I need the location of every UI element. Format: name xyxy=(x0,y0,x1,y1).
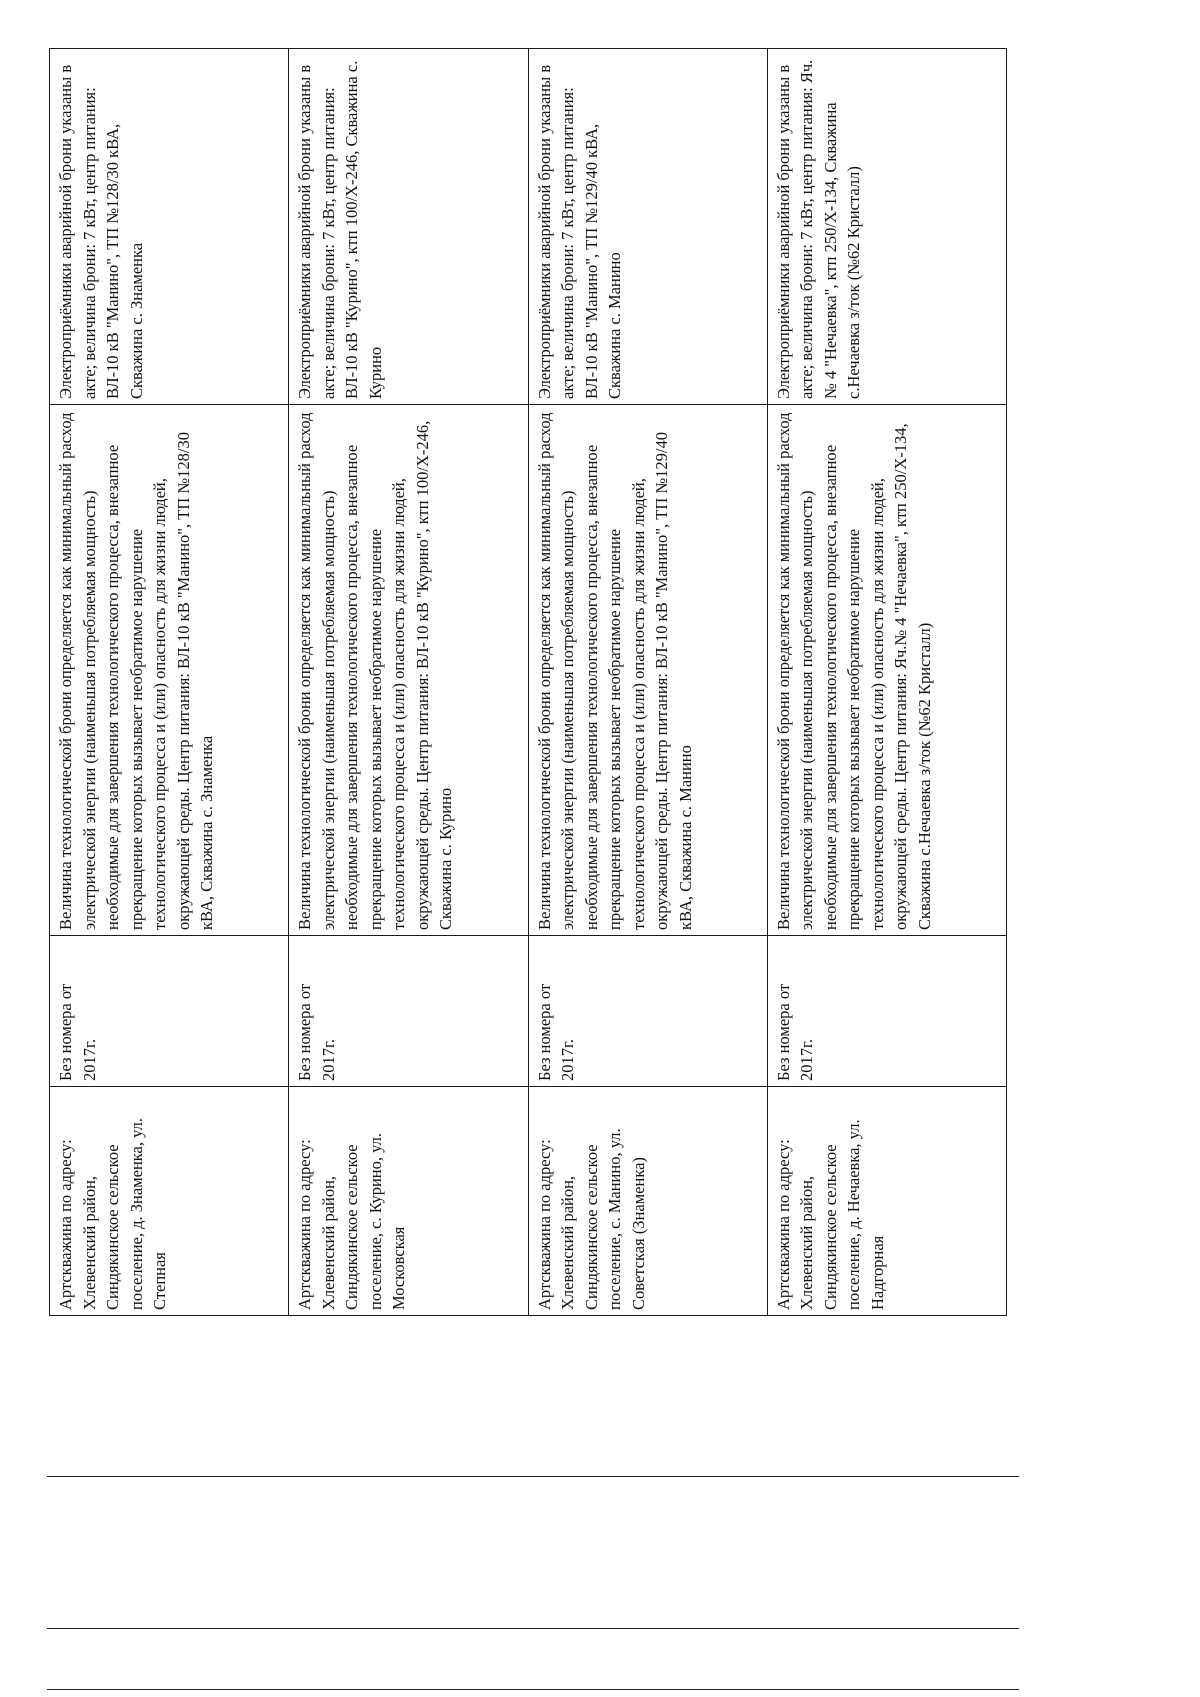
act-cell: Без номера от 2017г. xyxy=(767,936,1006,1087)
receivers-cell: Электроприёмники аварийной брони указаны в акте; величина брони: 7 кВт, центр питания: ВЛ-10 кВ "Манино", ТП №129/40 кВА, Скважина с. Манино xyxy=(528,49,767,405)
receivers-cell: Электроприёмники аварийной брони указаны в акте; величина брони: 7 кВт, центр питания: ВЛ-10 кВ "Курино", ктп 100/Х-246, Скважина с. Курино xyxy=(289,49,528,405)
address-cell: Артскважина по адресу: Хлевенский район, Синдякинское сельское поселение, д. Нечаевка, ул. Надгорная xyxy=(767,1087,1006,1316)
act-cell: Без номера от 2017г. xyxy=(50,936,289,1087)
address-cell: Артскважина по адресу: Хлевенский район, Синдякинское сельское поселение, д. Знаменка, ул. Степная xyxy=(50,1087,289,1316)
table-row xyxy=(289,49,528,1316)
table-row xyxy=(767,49,1006,1316)
rotated-table-container xyxy=(49,48,1007,1316)
table-row xyxy=(50,49,289,1316)
signature-line xyxy=(47,1476,1019,1477)
emergency-reserve-table xyxy=(49,48,1007,1316)
signature-line xyxy=(47,1628,1019,1629)
act-cell: Без номера от 2017г. xyxy=(289,936,528,1087)
reserve-size-cell: Величина технологической брони определяется как минимальный расход электрической энергии (наименьшая потребляемая мощность) необходимые для завершения технологического процесса, внезапное прекращение которых вызывает необратимое нарушение технологического процесса и (или) опасность для жизни людей, окружающей среды. Центр питания: ВЛ-10 кВ "Манино", ТП №129/40 кВА, Скважина с. Манино xyxy=(528,405,767,936)
address-cell: Артскважина по адресу: Хлевенский район, Синдякинское сельское поселение, с. Манино, ул. Советская (Знаменка) xyxy=(528,1087,767,1316)
table-row xyxy=(528,49,767,1316)
reserve-size-cell: Величина технологической брони определяется как минимальный расход электрической энергии (наименьшая потребляемая мощность) необходимые для завершения технологического процесса, внезапное прекращение которых вызывает необратимое нарушение технологического процесса и (или) опасность для жизни людей, окружающей среды. Центр питания: ВЛ-10 кВ "Манино", ТП №128/30 кВА, Скважина с. Знаменка xyxy=(50,405,289,936)
act-cell: Без номера от 2017г. xyxy=(528,936,767,1087)
signature-line xyxy=(47,1689,1019,1690)
reserve-size-cell: Величина технологической брони определяется как минимальный расход электрической энергии (наименьшая потребляемая мощность) необходимые для завершения технологического процесса, внезапное прекращение которых вызывает необратимое нарушение технологического процесса и (или) опасность для жизни людей, окружающей среды. Центр питания: ВЛ-10 кВ "Курино", ктп 100/Х-246, Скважина с. Курино xyxy=(289,405,528,936)
receivers-cell: Электроприёмники аварийной брони указаны в акте; величина брони: 7 кВт, центр питания: ВЛ-10 кВ "Манино", ТП №128/30 кВА, Скважина с. Знаменка xyxy=(50,49,289,405)
receivers-cell: Электроприёмники аварийной брони указаны в акте; величина брони: 7 кВт, центр питания: Яч.№ 4 "Нечаевка", ктп 250/Х-134, Скважина с.Нечаевка з/ток (№62 Кристалл) xyxy=(767,49,1006,405)
address-cell: Артскважина по адресу: Хлевенский район, Синдякинское сельское поселение, с. Курино, ул. Московская xyxy=(289,1087,528,1316)
reserve-size-cell: Величина технологической брони определяется как минимальный расход электрической энергии (наименьшая потребляемая мощность) необходимые для завершения технологического процесса, внезапное прекращение которых вызывает необратимое нарушение технологического процесса и (или) опасность для жизни людей, окружающей среды. Центр питания: Яч.№ 4 "Нечаевка", ктп 250/Х-134, Скважина с.Нечаевка з/ток (№62 Кристалл) xyxy=(767,405,1006,936)
